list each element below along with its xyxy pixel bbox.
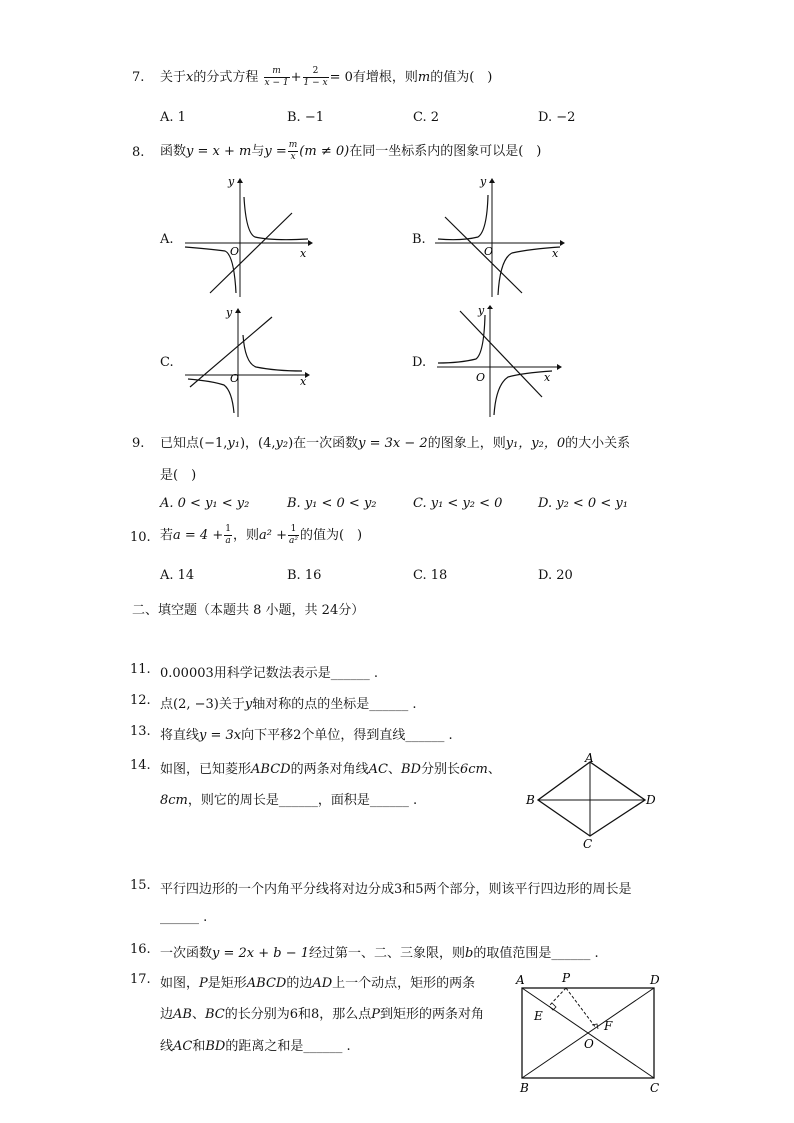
graph-label-d: D. — [412, 355, 427, 370]
vertex-label-b: B — [520, 1081, 529, 1095]
fraction: $\frac{2}{1 - x}$ — [303, 66, 328, 88]
vertex-label-a: A — [585, 751, 594, 765]
fraction: $\frac{m}{x - 1}$ — [264, 66, 289, 88]
option-d: D. 20 — [538, 568, 573, 583]
option-a: A. 14 — [160, 568, 195, 583]
axis-x-label: x — [552, 247, 559, 260]
question-stem: 已知点(−1,y₁)，(4,y₂)在一次函数y = 3x − 2的图象上，则y₁，y₂，0的大小关系 — [160, 436, 631, 451]
rhombus-figure — [520, 752, 660, 852]
question-stem: 关于x的分式方程 $\frac{m}{x - 1}$ + $\frac{2}{1 - x}$ = 0有增根，则m的值为( ) — [160, 66, 493, 88]
question-number: 12. — [130, 693, 151, 708]
question-stem-continued: 线AC和BD的距离之和是______ . — [160, 1039, 351, 1054]
question-11-stem: 0.00003用科学记数法表示是______ . — [160, 666, 379, 681]
question-15-stem: 平行四边形的一个内角平分线将对边分成3和5两个部分，则该平行四边形的周长是 — [160, 882, 632, 897]
graph-d — [432, 305, 562, 420]
option-b: B. −1 — [287, 110, 324, 125]
question-number: 10. — [130, 530, 151, 545]
vertex-label-c: C — [650, 1081, 660, 1095]
question-number: 15. — [130, 878, 151, 893]
vertex-label-b: B — [526, 793, 535, 807]
question-number: 8. — [132, 145, 145, 160]
option-c: C. y₁ < y₂ < 0 — [413, 496, 503, 511]
option-c: C. 2 — [413, 110, 440, 125]
axis-y-label: y — [480, 175, 487, 188]
question-stem-continued: 是( ) — [160, 468, 197, 483]
question-15-stem-continued: ______ . — [160, 910, 208, 925]
origin-label: O — [230, 245, 240, 258]
fraction: $\frac{1}{a}$ — [225, 524, 231, 546]
axis-x-label: x — [544, 371, 551, 384]
origin-label: O — [476, 371, 486, 384]
axis-y-label: y — [226, 306, 233, 319]
option-b: B. y₁ < 0 < y₂ — [287, 496, 377, 511]
question-number: 17. — [130, 972, 151, 987]
option-a: A. 0 < y₁ < y₂ — [160, 496, 250, 511]
point-label-e: E — [534, 1009, 543, 1023]
option-d: D. y₂ < 0 < y₁ — [538, 496, 628, 511]
question-12-stem: 点(2, −3)关于y轴对称的点的坐标是______ . — [160, 697, 417, 712]
axis-y-label: y — [228, 175, 235, 188]
graph-label-c: C. — [160, 355, 174, 370]
question-number: 16. — [130, 942, 151, 957]
fraction: $\frac{m}{x}$ — [288, 140, 298, 162]
option-d: D. −2 — [538, 110, 576, 125]
vertex-label-a: A — [516, 973, 525, 987]
point-label-f: F — [604, 1019, 613, 1033]
question-stem: 若a = 4 + $\frac{1}{a}$ ，则a² + $\frac{1}{\text{a²}}$ 的值为( ) — [160, 524, 363, 546]
origin-label: O — [230, 372, 240, 385]
graph-a — [180, 175, 310, 300]
question-stem-continued: 边AB、BC的长分别为6和8，那么点P到矩形的两条对角 — [160, 1007, 485, 1022]
question-number: 13. — [130, 724, 151, 739]
graph-b — [430, 175, 565, 300]
graph-label-b: B. — [412, 232, 426, 247]
option-a: A. 1 — [160, 110, 186, 125]
section-heading: 二、填空题（本题共 8 小题，共 24分） — [132, 603, 365, 618]
axis-x-label: x — [300, 375, 307, 388]
vertex-label-d: D — [646, 793, 656, 807]
option-b: B. 16 — [287, 568, 322, 583]
question-number: 7. — [132, 70, 145, 85]
question-16-stem: 一次函数y = 2x + b − 1经过第一、二、三象限，则b的取值范围是______ . — [160, 946, 599, 961]
point-label-o: O — [584, 1037, 594, 1051]
question-stem: 函数y = x + m与y = $\frac{m}{x}$ (m ≠ 0)在同一坐标系内的图象可以是( ) — [160, 140, 542, 162]
axis-y-label: y — [478, 304, 485, 317]
graph-label-a: A. — [160, 232, 174, 247]
vertex-label-d: D — [650, 973, 660, 987]
rectangle-figure — [512, 968, 662, 1098]
origin-label: O — [484, 245, 494, 258]
vertex-label-c: C — [583, 837, 593, 851]
question-number: 14. — [130, 758, 151, 773]
graph-c — [180, 305, 310, 420]
fraction: $\frac{1}{\text{a²}}$ — [288, 524, 298, 546]
question-13-stem: 将直线y = 3x向下平移2个单位，得到直线______ . — [160, 728, 453, 743]
question-stem: 如图，已知菱形ABCD的两条对角线AC、BD分别长6cm、 — [160, 762, 501, 777]
point-label-p: P — [562, 971, 571, 985]
option-c: C. 18 — [413, 568, 448, 583]
question-number: 9. — [132, 436, 145, 451]
question-stem: 如图，P是矩形ABCD的边AD上一个动点，矩形的两条 — [160, 976, 476, 991]
axis-x-label: x — [300, 247, 307, 260]
question-number: 11. — [130, 662, 151, 677]
question-stem-continued: 8cm，则它的周长是______，面积是______ . — [160, 793, 418, 808]
